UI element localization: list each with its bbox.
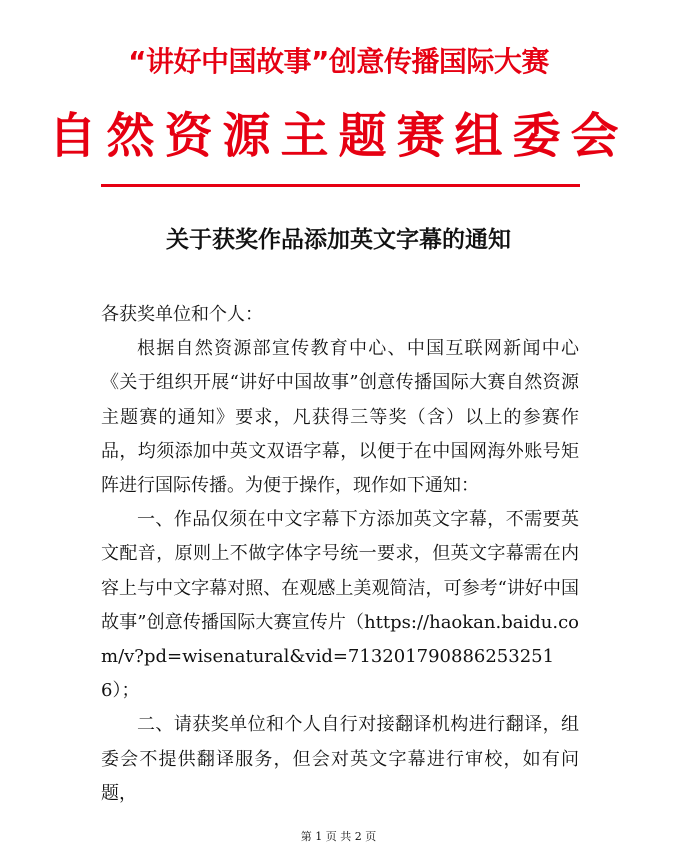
salutation: 各获奖单位和个人： [101,304,263,325]
document-title: 关于获奖作品添加英文字幕的通知 [166,227,511,253]
organizer-header-line2: 自然资源主题赛组委会 [48,108,629,164]
organizer-header-line1: “讲好中国故事”创意传播国际大赛 [128,45,549,78]
paragraph-2 [101,503,579,708]
paragraph-1: 根据自然资源部宣传教育中心、中国互联网新闻中心《关于组织开展“讲好中国故事”创意传播国际大赛自然资源主题赛的通知》要求，凡获得三等奖（含）以上的参赛作品，均须添加中英文双语字幕，以便于在中国网海外账号矩阵进行国际传播。为便于操作，现作如下通知： [101,338,579,497]
paragraph-2-text: 一、作品仅须在中文字幕下方添加英文字幕，不需要英文配音，原则上不做字体字号统一要求，但英文字幕需在内容上与中文字幕对照、在观感上美观简洁，可参考“讲好中国故事”创意传播国际大赛宣传片（ [101,509,579,633]
document-body [101,298,579,811]
header-divider [101,184,580,187]
paragraph-3: 二、请获奖单位和个人自行对接翻译机构进行翻译，组委会不提供翻译服务，但会对英文字幕进行审校，如有问题， [101,714,579,804]
reference-link[interactable]: https://haokan.baidu.com/v?pd=wisenatural&vid=7132017908862532516 [101,611,579,702]
page-footer: 第 1 页 共 2 页 [300,830,377,843]
paragraph-2-end: ）； [112,680,140,702]
